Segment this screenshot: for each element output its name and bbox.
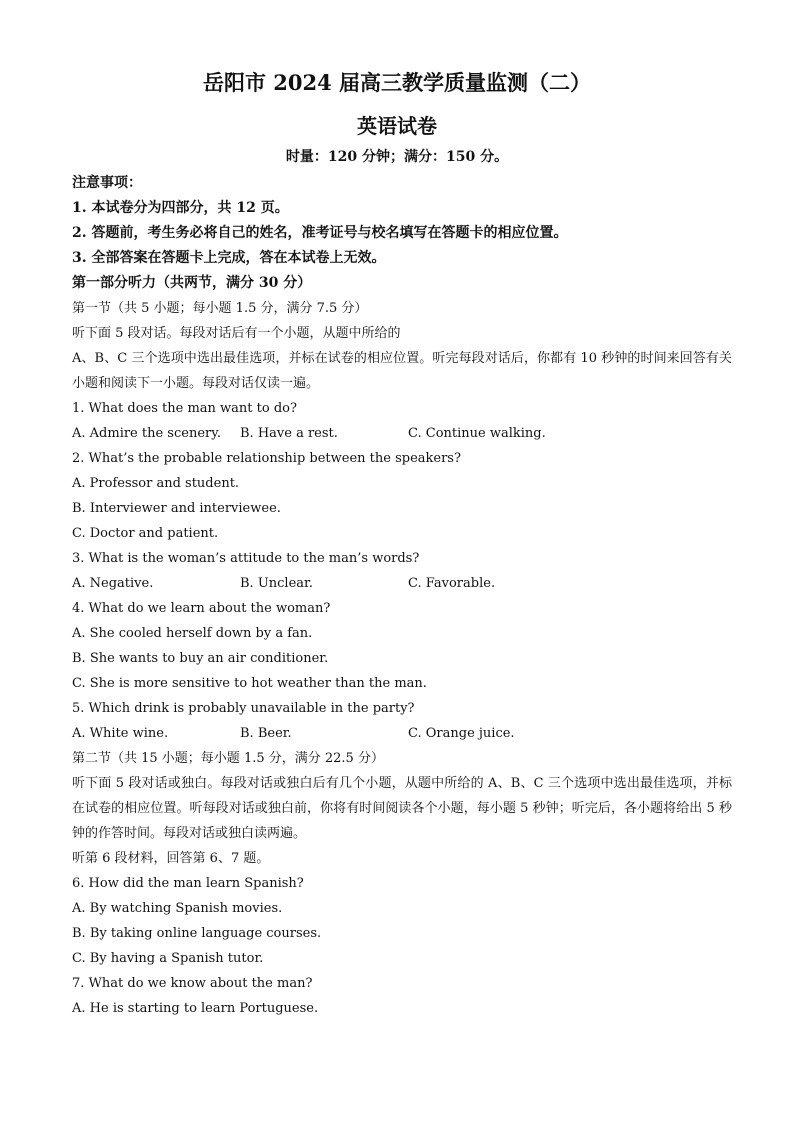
note-item: 1. 本试卷分为四部分，共 12 页。 [72,200,289,216]
question-stem: 6. How did the man learn Spanish? [72,876,304,891]
option-a: A. White wine. [72,726,169,741]
section1-heading: 第一节（共 5 小题；每小题 1.5 分，满分 7.5 分） [72,301,368,316]
option-b: B. Beer. [240,726,292,741]
option-c: C. She is more sensitive to hot weather than the man. [72,676,427,691]
question-stem: 5. Which drink is probably unavailable in the party? [72,701,415,716]
material-6-intro: 听第 6 段材料，回答第 6、7 题。 [72,851,270,866]
exam-subtitle: 英语试卷 [357,114,437,138]
option-b: B. Unclear. [240,576,313,591]
question-stem: 4. What do we learn about the woman? [72,601,331,616]
option-a: A. Admire the scenery. [72,426,221,441]
question-options [72,571,732,596]
option-c: C. Orange juice. [408,726,515,741]
question-options [72,421,732,446]
note-item: 3. 全部答案在答题卡上完成，答在本试卷上无效。 [72,250,386,266]
option-a: A. Professor and student. [72,476,240,491]
exam-body [72,171,732,1021]
option-c: C. Doctor and patient. [72,526,219,541]
note-item: 2. 答题前，考生务必将自己的姓名，准考证号与校名填写在答题卡的相应位置。 [72,225,568,241]
exam-timing: 时量：120 分钟；满分：150 分。 [285,149,509,165]
option-a: A. She cooled herself down by a fan. [72,626,313,641]
question-options [72,721,732,746]
question-stem: 7. What do we know about the man? [72,976,313,991]
section2-heading: 第二节（共 15 小题；每小题 1.5 分，满分 22.5 分） [72,751,384,766]
option-c: C. Favorable. [408,576,496,591]
option-b: B. She wants to buy an air conditioner. [72,651,329,666]
option-c: C. Continue walking. [408,426,546,441]
exam-title: 岳阳市 2024 届高三教学质量监测（二） [202,70,592,95]
option-a: A. Negative. [72,576,154,591]
section2-instruction: 听下面 5 段对话或独白。每段对话或独白后有几个小题，从题中所给的 A、B、C 三个选项中选出最佳选项，并标在试卷的相应位置。听每段对话或独白前，你将有时间阅读各个小题，每小题 5 秒钟；听完后，各小题将给出 5 秒钟的作答时间。每段对话或独白读两遍。 [72,776,732,841]
option-c: C. By having a Spanish tutor. [72,951,264,966]
section1-instruction-line1: 听下面 5 段对话。每段对话后有一个小题，从题中所给的 [72,326,401,341]
option-b: B. Have a rest. [240,426,338,441]
notes-heading: 注意事项： [72,175,142,191]
question-stem: 3. What is the woman’s attitude to the man’s words? [72,551,420,566]
part1-heading: 第一部分听力（共两节，满分 30 分） [72,275,312,291]
option-a: A. He is starting to learn Portuguese. [72,1001,319,1016]
question-stem: 1. What does the man want to do? [72,401,297,416]
question-stem: 2. What’s the probable relationship between the speakers? [72,451,461,466]
section1-instruction-line2: A、B、C 三个选项中选出最佳选项，并标在试卷的相应位置。听完每段对话后，你都有 10 秒钟的时间来回答有关小题和阅读下一小题。每段对话仅读一遍。 [72,351,732,391]
option-b: B. Interviewer and interviewee. [72,501,281,516]
option-b: B. By taking online language courses. [72,926,322,941]
option-a: A. By watching Spanish movies. [72,901,283,916]
